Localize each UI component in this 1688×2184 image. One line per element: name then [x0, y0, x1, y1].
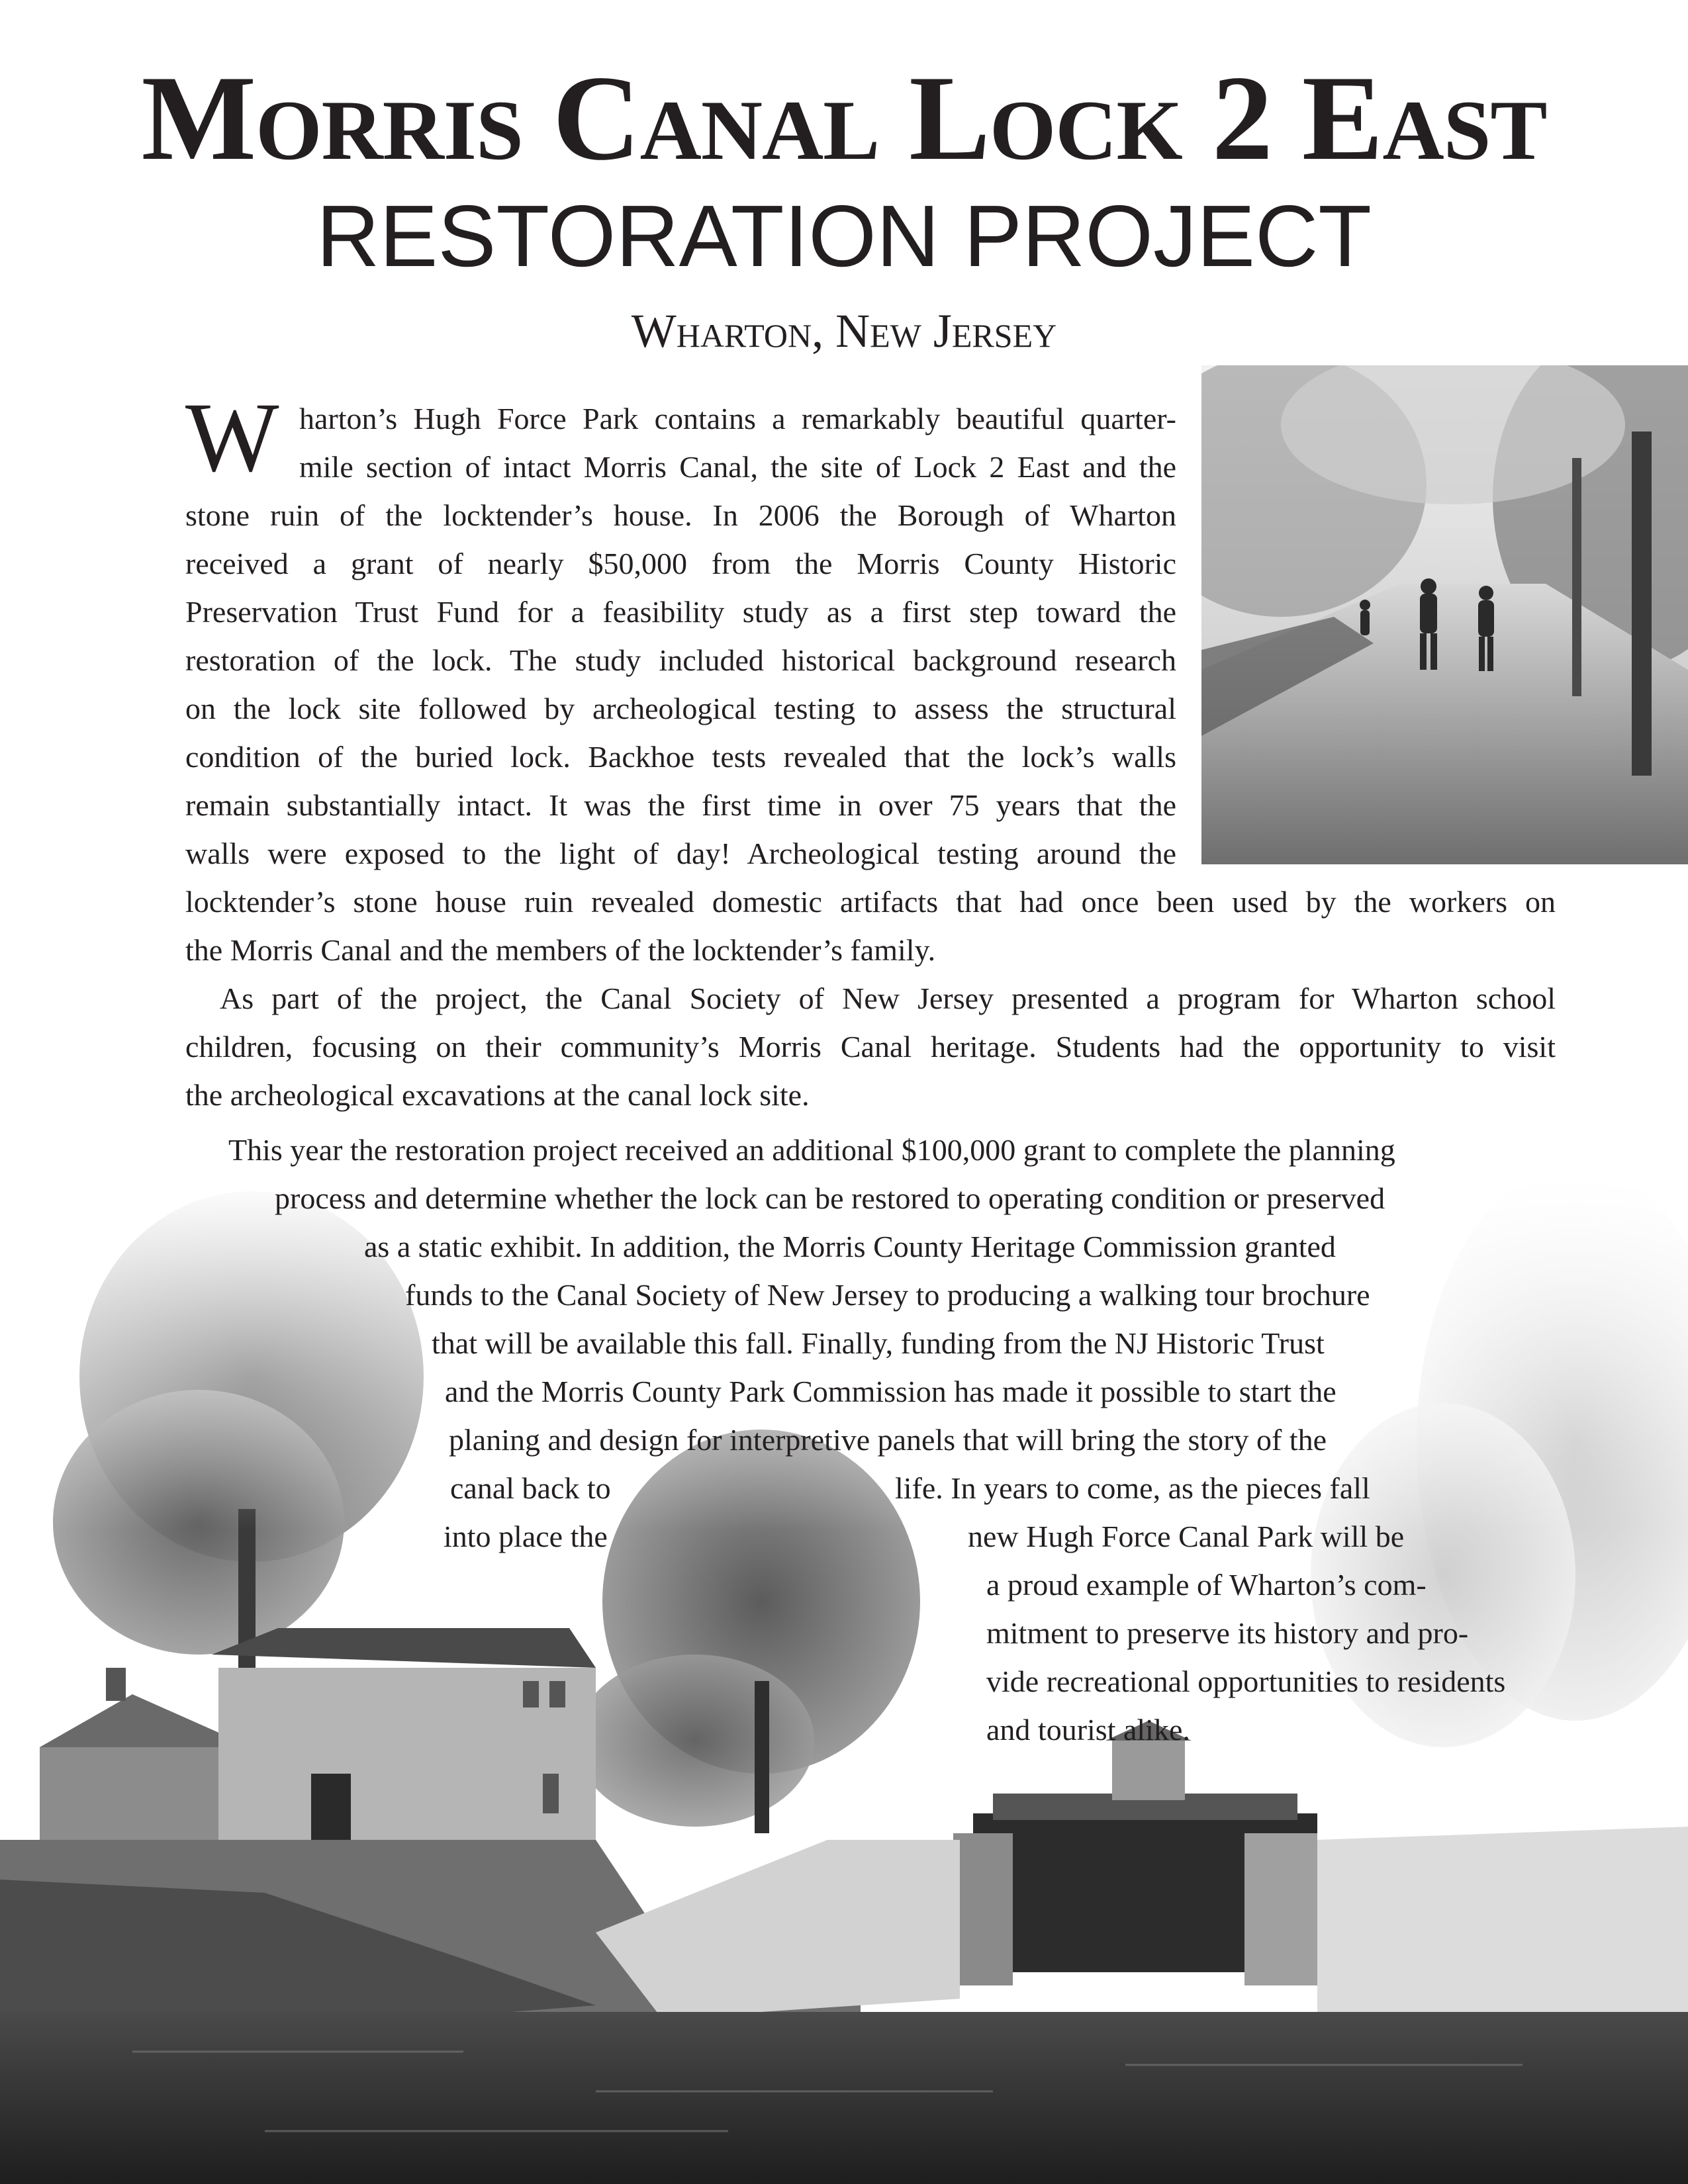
- text-line: harton’s Hugh Force Park contains a remarkably beautiful quarter-: [299, 402, 1176, 435]
- towpath-photo: [1201, 365, 1688, 864]
- text-line: received a grant of nearly $50,000 from the Morris County Historic: [185, 547, 1176, 580]
- text-line: locktender’s stone house ruin revealed domestic artifacts that had once been used by the workers on: [185, 885, 1556, 919]
- text-line: restoration of the lock. The study included historical background research: [185, 643, 1176, 677]
- page-title: Morris Canal Lock 2 East: [141, 50, 1547, 185]
- text-line: Preservation Trust Fund for a feasibility study as a first step toward the: [185, 595, 1176, 629]
- text-line: and tourist alike.: [986, 1713, 1190, 1747]
- paragraph-1-top: [299, 394, 1176, 491]
- paragraph-1-bottom: [185, 878, 1556, 974]
- paragraph-1-middle: [185, 491, 1176, 878]
- text-line: a proud example of Wharton’s com-: [986, 1568, 1427, 1602]
- text-line: process and determine whether the lock can be restored to operating condition or preserved: [275, 1181, 1385, 1215]
- text-line: This year the restoration project received an additional $100,000 grant to complete the planning: [228, 1133, 1395, 1167]
- text-line: mitment to preserve its history and pro-: [986, 1616, 1469, 1650]
- text-line: and the Morris County Park Commission has made it possible to start the: [445, 1375, 1336, 1408]
- text-line: funds to the Canal Society of New Jersey to producing a walking tour brochure: [405, 1278, 1370, 1312]
- text-line: canal back to: [450, 1471, 611, 1505]
- drop-cap: W: [185, 383, 279, 492]
- text-line: remain substantially intact. It was the first time in over 75 years that the: [185, 788, 1176, 822]
- paragraph-2: [185, 974, 1556, 1119]
- page-subtitle: RESTORATION PROJECT: [316, 187, 1372, 285]
- text-line: children, focusing on their community’s Morris Canal heritage. Students had the opportunity to visit: [185, 1030, 1556, 1064]
- text-line: condition of the buried lock. Backhoe tests revealed that the lock’s walls: [185, 740, 1176, 774]
- text-line: mile section of intact Morris Canal, the site of Lock 2 East and the: [299, 450, 1176, 484]
- text-line: as a static exhibit. In addition, the Morris County Heritage Commission granted: [364, 1230, 1336, 1263]
- text-line: walls were exposed to the light of day! Archeological testing around the: [185, 837, 1176, 870]
- text-line: As part of the project, the Canal Society of New Jersey presented a program for Wharton school: [220, 981, 1556, 1015]
- location-heading: Wharton, New Jersey: [631, 304, 1057, 357]
- text-line: on the lock site followed by archeological testing to assess the structural: [185, 692, 1176, 725]
- text-line: the archeological excavations at the canal lock site.: [185, 1078, 810, 1112]
- text-line: into place the: [444, 1520, 608, 1553]
- text-line: life. In years to come, as the pieces fall: [895, 1471, 1370, 1505]
- text-line: that will be available this fall. Finally, funding from the NJ Historic Trust: [432, 1326, 1325, 1360]
- text-line: new Hugh Force Canal Park will be: [968, 1520, 1405, 1553]
- text-line: vide recreational opportunities to residents: [986, 1664, 1506, 1698]
- text-line: planing and design for interpretive panels that will bring the story of the: [449, 1423, 1327, 1457]
- text-line: the Morris Canal and the members of the locktender’s family.: [185, 933, 936, 967]
- text-line: stone ruin of the locktender’s house. In 2006 the Borough of Wharton: [185, 498, 1176, 532]
